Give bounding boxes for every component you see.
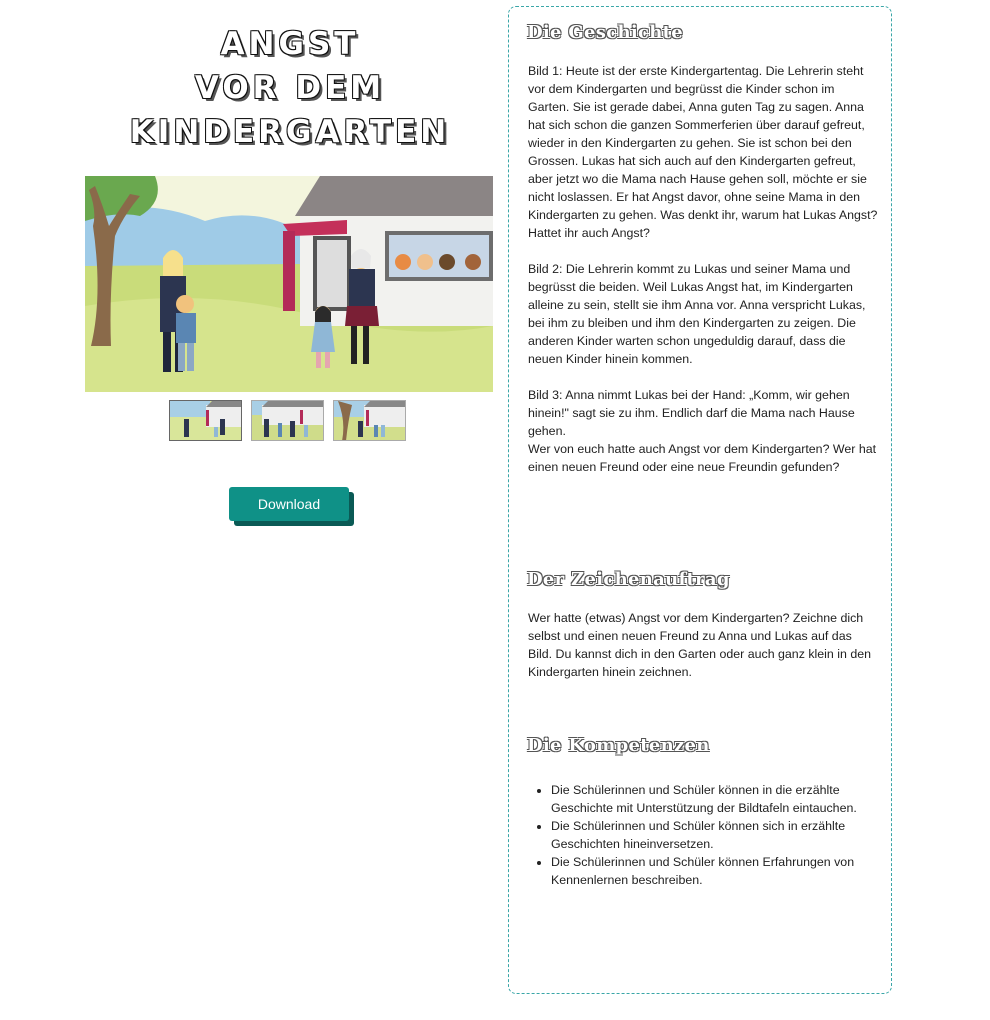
story-paragraph-3: Bild 3: Anna nimmt Lukas bei der Hand: „Komm, wir gehen hinein!" sagt sie zu ihm. Endlich darf die Mama nach Hause gehen. Wer von euch hatte auch Angst vor dem Kindergarten? Wer hat einen neuen Freund oder eine neue Freundin gefunden?	[528, 388, 877, 474]
download-button[interactable]: Download	[229, 487, 349, 521]
title-line-3: KINDERGARTEN	[129, 114, 451, 150]
story-heading: Die Geschichte	[527, 22, 684, 43]
task-text: Wer hatte (etwas) Angst vor dem Kindergarten? Zeichne dich selbst und einen neuen Freund zu Anna und Lukas auf das Bild. Du kannst dich in den Garten oder auch ganz klein in den Kindergarten hinein zeichnen.	[528, 611, 872, 679]
main-illustration	[85, 176, 493, 392]
story-paragraph-1: Bild 1: Heute ist der erste Kindergartentag. Die Lehrerin steht vor dem Kindergarten und begrüsst die Kinder schon im Garten. Sie ist gerade dabei, Anna guten Tag zu sagen. Anna hat sich schon die ganzen Sommerferien über darauf gefreut, wieder in den Kindergarten zu gehen. Sie ist schon bei den Grossen. Lukas hat sich auch auf den Kindergarten gefreut, aber jetzt wo die Mama nach Hause gehen soll, möchte er sie nicht loslassen. Er hat Angst davor, ohne seine Mama in den Kindergarten zu gehen. Was denkt ihr, warum hat Lukas Angst? Hattet ihr auch Angst?	[528, 64, 878, 240]
thumbnail-1[interactable]	[169, 400, 242, 441]
thumbnail-2[interactable]	[251, 400, 324, 441]
skills-heading: Die Kompetenzen	[527, 735, 710, 756]
thumbnail-3[interactable]	[333, 400, 406, 441]
list-item: • Die Schülerinnen und Schüler können in die erzählte Geschichte mit Unterstützung der Bildtafeln eintauchen.	[551, 781, 891, 817]
list-item: • Die Schülerinnen und Schüler können sich in erzählte Geschichten hineinversetzen.	[551, 817, 891, 853]
page-title	[120, 22, 460, 154]
title-line-1: ANGST	[220, 26, 360, 62]
story-paragraph-2: Bild 2: Die Lehrerin kommt zu Lukas und seiner Mama und begrüsst die beiden. Weil Lukas Angst hat, im Kindergarten alleine zu sein, stellt sie ihm Anna vor. Anna verspricht Lukas, bei ihm zu bleiben und ihm den Kindergarten zu zeigen. Die anderen Kinder warten schon ungeduldig darauf, dass die neuen Kinder hinein kommen.	[528, 262, 866, 366]
title-line-2: VOR DEM	[194, 70, 386, 106]
skills-list	[533, 781, 891, 889]
list-item: • Die Schülerinnen und Schüler können Erfahrungen von Kennenlernen beschreiben.	[551, 853, 891, 889]
task-heading: Der Zeichenauftrag	[527, 569, 730, 590]
